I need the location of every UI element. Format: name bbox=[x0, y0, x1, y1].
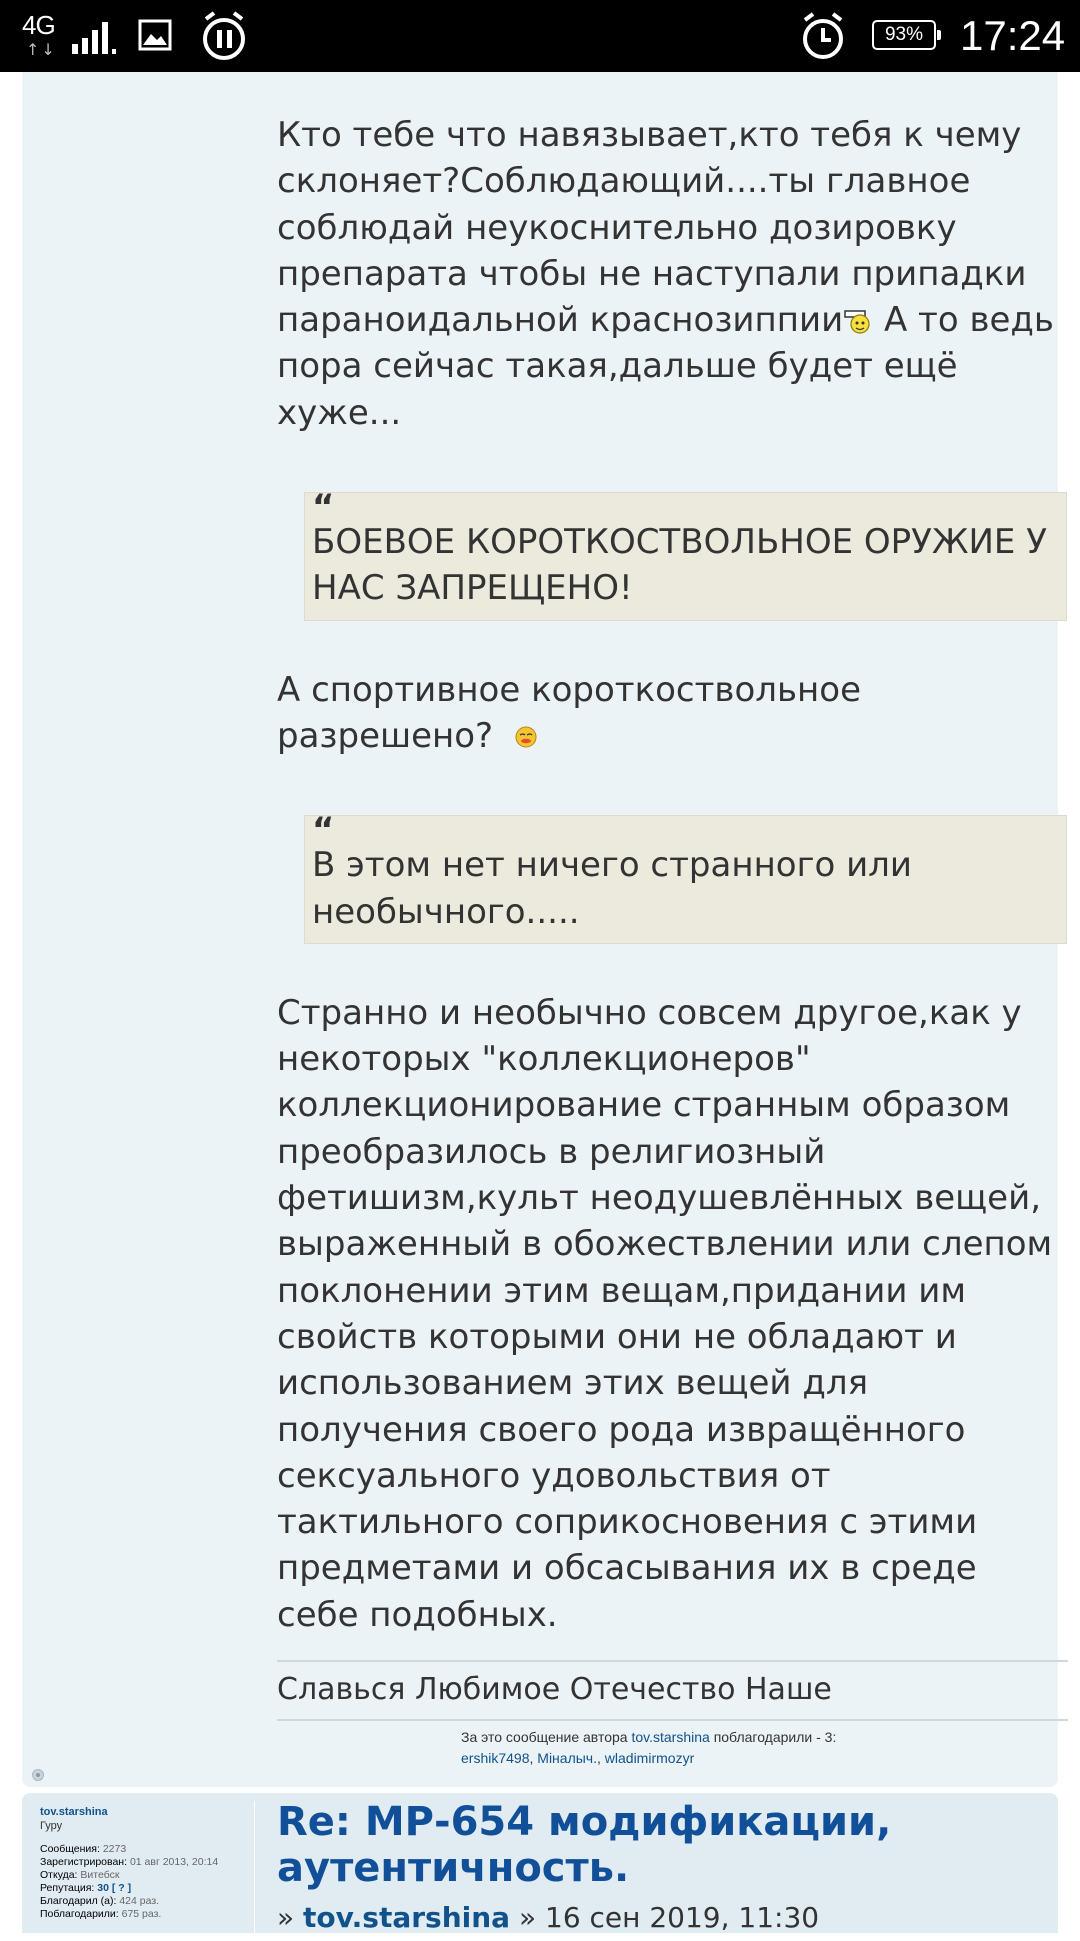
post-paragraph bbox=[277, 112, 1067, 436]
gallery-icon bbox=[138, 18, 172, 52]
post-paragraph: Странно и необычно совсем другое,как у некоторых "коллекционеров" коллекционирование странным образом преобразилось в религиозный фетишизм,культ неодушевлённых вещей, выраженный в обожествлении или слепом поклонении этим вещам,придании им свойств которыми они не обладают и использованием этих вещей для получения своего рода извращённого сексуального удовольствия от тактильного соприкосновения с этими предметами и обсасывания их в среде себе подобных. bbox=[277, 992, 1053, 1635]
post-text: Кто тебе что навязывает,кто тебя к чему склоняет?Соблюдающий....ты главное соблюдай неукоснительно дозировку препарата чтобы не наступали припадки параноидальной краснозиппии bbox=[277, 115, 1027, 341]
clock: 17:24 bbox=[960, 12, 1066, 59]
profile-thanked-value: 424 раз. bbox=[119, 1895, 160, 1907]
quote-mark-icon: “ bbox=[312, 810, 335, 851]
reputation-value[interactable]: 30 bbox=[97, 1882, 109, 1894]
signature-divider bbox=[277, 1660, 1068, 1662]
profile-label: Репутация: bbox=[40, 1882, 95, 1894]
profile-label: Благодарил (а): bbox=[40, 1895, 117, 1907]
post-title[interactable]: Re: МР-654 модификации, аутентичность. bbox=[277, 1799, 892, 1891]
thanks-divider bbox=[277, 1719, 1068, 1721]
profile-from bbox=[40, 1869, 260, 1882]
thanks-user-link[interactable]: Міналыч. bbox=[537, 1750, 597, 1766]
profile-posts-value[interactable]: 2273 bbox=[102, 1843, 127, 1855]
battery-indicator: 93% bbox=[872, 20, 936, 50]
thanks-user-link[interactable]: ershik7498 bbox=[461, 1750, 530, 1766]
profile-label: Сообщения: bbox=[40, 1843, 100, 1855]
profile-label: Зарегистрирован: bbox=[40, 1856, 128, 1868]
thanks-notice: За это сообщение автора tov.starshina поблагодарили - 3: ershik7498, Міналыч., wladimirmozyr bbox=[461, 1729, 837, 1766]
data-arrows-icon: ↑↓ bbox=[26, 40, 57, 59]
sly-smiley-icon bbox=[515, 726, 537, 748]
network-type: 4G bbox=[22, 10, 55, 40]
post-author-link[interactable]: tov.starshina bbox=[303, 1901, 511, 1934]
profile-was-thanked-value: 675 раз. bbox=[121, 1908, 162, 1920]
profile-registered bbox=[40, 1856, 260, 1869]
post-text: А спортивное короткоствольное разрешено? bbox=[277, 669, 861, 756]
profile-thanked bbox=[40, 1895, 260, 1908]
profile-label: Поблагодарили: bbox=[40, 1908, 119, 1920]
post-meta bbox=[277, 1901, 819, 1935]
pause-alarm-icon bbox=[200, 10, 248, 62]
thanks-author-link[interactable]: tov.starshina bbox=[631, 1729, 710, 1745]
profile-registered-value: 01 авг 2013, 20:14 bbox=[129, 1856, 219, 1868]
profile-posts bbox=[40, 1843, 260, 1856]
post-content bbox=[277, 112, 1067, 1638]
post-text: А то ведь пора сейчас такая,дальше будет ещё хуже... bbox=[277, 300, 1054, 433]
profile-rank: Гуру bbox=[40, 1820, 63, 1832]
profile-was-thanked bbox=[40, 1908, 260, 1921]
post-paragraph bbox=[277, 667, 1067, 760]
quote-text: В этом нет ничего странного или необычного..... bbox=[312, 845, 912, 932]
quote-text: БОЕВОЕ КОРОТКОСТВОЛЬНОЕ ОРУЖИЕ У НАС ЗАПРЕЩЕНО! bbox=[312, 522, 1047, 609]
quote-block bbox=[304, 810, 1067, 944]
profile-divider bbox=[254, 1801, 255, 1941]
thanks-prefix: За это сообщение автора bbox=[461, 1729, 628, 1745]
alarm-clock-icon bbox=[800, 12, 846, 60]
profile-label: Откуда: bbox=[40, 1869, 78, 1881]
profile-from-value: Витебск bbox=[80, 1869, 120, 1881]
thanks-suffix: поблагодарили - 3: bbox=[713, 1729, 837, 1745]
thanks-user-link[interactable]: wladimirmozyr bbox=[604, 1750, 695, 1766]
signature: Славься Любимое Отечество Наше bbox=[277, 1672, 832, 1707]
quote-mark-icon: “ bbox=[312, 487, 335, 528]
profile-username[interactable]: tov.starshina bbox=[40, 1806, 108, 1818]
status-bar bbox=[0, 0, 1080, 72]
reputation-help-link[interactable]: [ ? ] bbox=[111, 1882, 132, 1894]
forum-post bbox=[22, 72, 1058, 1787]
signal-strength-icon bbox=[72, 22, 122, 54]
doctor-smiley-icon bbox=[843, 309, 873, 335]
post-date: » 16 сен 2019, 11:30 bbox=[518, 1901, 820, 1934]
author-profile bbox=[40, 1805, 260, 1921]
post-link-icon[interactable]: » bbox=[277, 1901, 295, 1934]
profile-reputation bbox=[40, 1882, 260, 1895]
quote-block bbox=[304, 487, 1067, 621]
forum-post-next bbox=[22, 1793, 1058, 1933]
offline-status-icon bbox=[32, 1769, 44, 1781]
